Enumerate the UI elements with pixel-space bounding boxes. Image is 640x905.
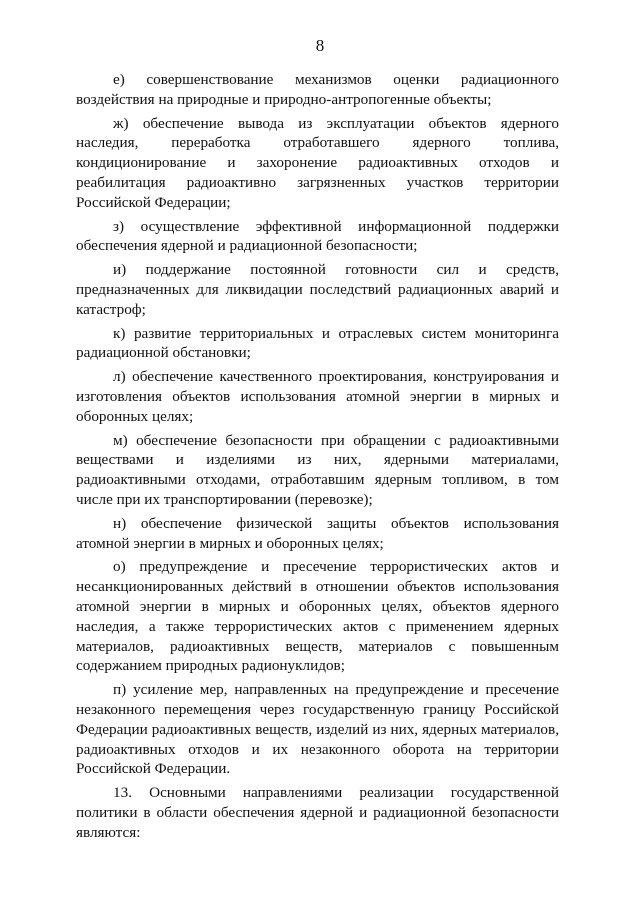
paragraph-l: л) обеспечение качественного проектирования, конструирования и изготовления объектов использования атомной энергии в мирных и оборонных целях;	[76, 368, 559, 425]
paragraph-z: з) осуществление эффективной информационной поддержки обеспечения ядерной и радиационной безопасности;	[76, 217, 559, 255]
paragraph-13: 13. Основными направлениями реализации государственной политики в области обеспечения ядерной и радиационной безопасности являются:	[76, 784, 559, 841]
document-body	[76, 70, 559, 846]
paragraph-zh: ж) обеспечение вывода из эксплуатации объектов ядерного наследия, переработка отработавшего ядерного топлива, кондиционирование и захоронение радиоактивных отходов и реабилитация радиоактивно загрязненных участков территории Российской Федерации;	[76, 114, 559, 211]
paragraph-o: о) предупреждение и пресечение террористических актов и несанкционированных действий в отношении объектов использования атомной энергии в мирных и оборонных целях, объектов ядерного наследия, а также террористических актов с применением ядерных материалов, радиоактивных веществ, материалов с повышенным содержанием природных радионуклидов;	[76, 558, 559, 675]
paragraph-k: к) развитие территориальных и отраслевых систем мониторинга радиационной обстановки;	[76, 324, 559, 362]
paragraph-m: м) обеспечение безопасности при обращении с радиоактивными веществами и изделиями из них, ядерными материалами, радиоактивными отходами, отработавшим ядерным топливом, в том числе при их транспортировании (перевозке);	[76, 431, 559, 508]
paragraph-e: е) совершенствование механизмов оценки радиационного воздействия на природные и природно-антропогенные объекты;	[76, 71, 559, 108]
page-number: 8	[315, 36, 325, 55]
paragraph-n: н) обеспечение физической защиты объектов использования атомной энергии в мирных и оборонных целях;	[76, 514, 559, 552]
paragraph-i: и) поддержание постоянной готовности сил и средств, предназначенных для ликвидации последствий радиационных аварий и катастроф;	[76, 261, 559, 318]
paragraph-p: п) усиление мер, направленных на предупреждение и пресечение незаконного перемещения через государственную границу Российской Федерации радиоактивных веществ, изделий из них, ядерных материалов, радиоактивных отходов и их незаконного оборота на территории Российской Федерации.	[76, 681, 559, 778]
